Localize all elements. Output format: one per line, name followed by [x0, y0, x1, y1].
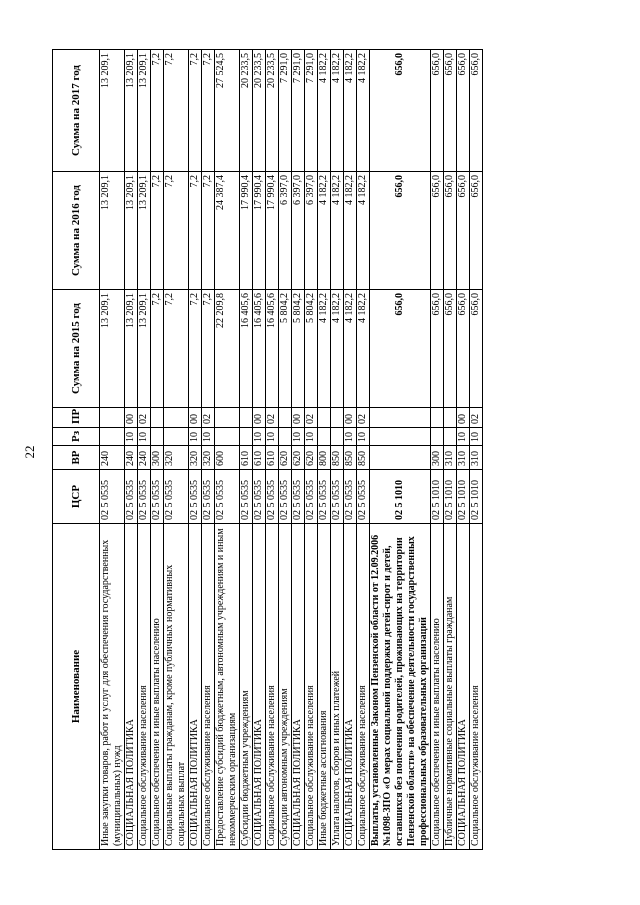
row-rz: 10: [125, 428, 138, 446]
row-rz: 10: [457, 428, 470, 446]
row-name: Социальное обслуживание населения: [470, 524, 483, 850]
row-pr: [151, 408, 164, 428]
row-sum-2015: 656,0: [470, 290, 483, 408]
row-name: Социальное обслуживание населения: [202, 524, 215, 850]
row-pr: [331, 408, 344, 428]
row-sum-2015: 5 804,2: [279, 290, 292, 408]
row-sum-2016: 656,0: [370, 172, 431, 290]
row-vr: 850: [357, 446, 370, 470]
row-sum-2016: 13 209,1: [125, 172, 138, 290]
row-sum-2017: 4 182,2: [357, 50, 370, 172]
row-vr: 240: [138, 446, 151, 470]
row-sum-2016: 17 990,4: [253, 172, 266, 290]
row-pr: 02: [138, 408, 151, 428]
row-sum-2016: 656,0: [431, 172, 444, 290]
row-pr: [444, 408, 457, 428]
row-sum-2015: 656,0: [431, 290, 444, 408]
row-vr: 320: [164, 446, 189, 470]
row-sum-2017: 20 233,5: [253, 50, 266, 172]
header-vr: ВР: [53, 446, 100, 470]
row-name: Субсидии автономным учреждениям: [279, 524, 292, 850]
row-pr: 00: [189, 408, 202, 428]
table-header-row: [53, 50, 100, 850]
row-vr: 800: [318, 446, 331, 470]
row-sum-2016: 24 387,4: [215, 172, 240, 290]
row-vr: 620: [305, 446, 318, 470]
row-sum-2016: 656,0: [444, 172, 457, 290]
row-vr: 850: [331, 446, 344, 470]
row-csr: 02 5 0535: [100, 470, 125, 524]
row-sum-2015: 656,0: [444, 290, 457, 408]
table-row: [100, 50, 125, 850]
row-sum-2015: 16 405,6: [266, 290, 279, 408]
row-pr: [215, 408, 240, 428]
row-sum-2015: 656,0: [457, 290, 470, 408]
row-csr: 02 5 1010: [470, 470, 483, 524]
table-row: [253, 50, 266, 850]
row-name: Социальные выплаты гражданам, кроме публичных нормативных социальных выплат: [164, 524, 189, 850]
row-rz: 10: [138, 428, 151, 446]
table-row: [318, 50, 331, 850]
row-sum-2017: 656,0: [470, 50, 483, 172]
table-body: [100, 50, 483, 850]
row-sum-2015: 22 209,8: [215, 290, 240, 408]
row-sum-2015: 13 209,1: [100, 290, 125, 408]
header-sum-2017: Сумма на 2017 год: [53, 50, 100, 172]
row-sum-2017: 7 291,0: [279, 50, 292, 172]
row-sum-2017: 27 524,5: [215, 50, 240, 172]
row-pr: [431, 408, 444, 428]
table-row: [266, 50, 279, 850]
row-sum-2016: 13 209,1: [138, 172, 151, 290]
row-name: СОЦИАЛЬНАЯ ПОЛИТИКА: [457, 524, 470, 850]
table-row: [292, 50, 305, 850]
row-rz: [444, 428, 457, 446]
row-vr: 620: [279, 446, 292, 470]
row-pr: 02: [202, 408, 215, 428]
row-csr: 02 5 0535: [266, 470, 279, 524]
row-csr: 02 5 1010: [457, 470, 470, 524]
row-sum-2015: 16 405,6: [253, 290, 266, 408]
row-rz: 10: [266, 428, 279, 446]
row-rz: 10: [253, 428, 266, 446]
row-name: Социальное обслуживание населения: [266, 524, 279, 850]
row-rz: 10: [202, 428, 215, 446]
row-sum-2016: 6 397,0: [305, 172, 318, 290]
row-pr: 02: [266, 408, 279, 428]
row-pr: 00: [457, 408, 470, 428]
row-sum-2015: 7,2: [189, 290, 202, 408]
row-sum-2016: 13 209,1: [100, 172, 125, 290]
row-name: СОЦИАЛЬНАЯ ПОЛИТИКА: [292, 524, 305, 850]
header-pr: ПР: [53, 408, 100, 428]
row-sum-2015: 7,2: [202, 290, 215, 408]
table-row: [125, 50, 138, 850]
row-pr: 00: [344, 408, 357, 428]
row-csr: 02 5 0535: [240, 470, 253, 524]
row-sum-2016: 656,0: [470, 172, 483, 290]
row-csr: 02 5 1010: [370, 470, 431, 524]
row-pr: [318, 408, 331, 428]
row-vr: [370, 446, 431, 470]
row-name: СОЦИАЛЬНАЯ ПОЛИТИКА: [125, 524, 138, 850]
row-sum-2016: 7,2: [189, 172, 202, 290]
row-sum-2017: 656,0: [431, 50, 444, 172]
row-sum-2017: 13 209,1: [100, 50, 125, 172]
row-rz: 10: [292, 428, 305, 446]
table-row: [370, 50, 431, 850]
row-sum-2017: 13 209,1: [125, 50, 138, 172]
row-pr: [240, 408, 253, 428]
row-rz: 10: [189, 428, 202, 446]
table-row: [457, 50, 470, 850]
row-name: Иные закупки товаров, работ и услуг для обеспечения государственных (муниципальных) нужд: [100, 524, 125, 850]
row-vr: 310: [457, 446, 470, 470]
row-csr: 02 5 0535: [125, 470, 138, 524]
budget-table: [52, 49, 483, 850]
row-rz: [431, 428, 444, 446]
row-vr: 320: [202, 446, 215, 470]
row-pr: 00: [125, 408, 138, 428]
row-name: Социальное обеспечение и иные выплаты населению: [431, 524, 444, 850]
page-number: 22: [22, 445, 37, 459]
row-csr: 02 5 0535: [279, 470, 292, 524]
row-name: Социальное обслуживание населения: [305, 524, 318, 850]
row-sum-2017: 7,2: [202, 50, 215, 172]
row-pr: [370, 408, 431, 428]
row-sum-2015: 13 209,1: [138, 290, 151, 408]
table-row: [189, 50, 202, 850]
row-sum-2016: 656,0: [457, 172, 470, 290]
row-rz: [370, 428, 431, 446]
row-sum-2017: 656,0: [457, 50, 470, 172]
table-row: [431, 50, 444, 850]
row-csr: 02 5 0535: [253, 470, 266, 524]
table-row: [202, 50, 215, 850]
row-vr: 610: [240, 446, 253, 470]
row-rz: [215, 428, 240, 446]
row-sum-2016: 6 397,0: [292, 172, 305, 290]
row-rz: 10: [305, 428, 318, 446]
row-sum-2016: 7,2: [164, 172, 189, 290]
row-vr: 240: [100, 446, 125, 470]
rotated-table-container: [52, 50, 592, 850]
row-sum-2015: 7,2: [151, 290, 164, 408]
row-sum-2015: 13 209,1: [125, 290, 138, 408]
row-sum-2015: 4 182,2: [331, 290, 344, 408]
row-sum-2016: 4 182,2: [357, 172, 370, 290]
row-csr: 02 5 0535: [189, 470, 202, 524]
row-vr: 300: [431, 446, 444, 470]
row-sum-2016: 7,2: [202, 172, 215, 290]
row-name: Предоставление субсидий бюджетным, автономным учреждениям и иным некоммерческим организациям: [215, 524, 240, 850]
row-name: Субсидии бюджетным учреждениям: [240, 524, 253, 850]
row-pr: [279, 408, 292, 428]
row-csr: 02 5 0535: [202, 470, 215, 524]
row-pr: 02: [357, 408, 370, 428]
row-vr: 310: [444, 446, 457, 470]
row-sum-2017: 4 182,2: [331, 50, 344, 172]
row-pr: 02: [305, 408, 318, 428]
row-vr: 610: [266, 446, 279, 470]
header-name: Наименование: [53, 524, 100, 850]
row-pr: 00: [292, 408, 305, 428]
row-name: СОЦИАЛЬНАЯ ПОЛИТИКА: [344, 524, 357, 850]
row-name: СОЦИАЛЬНАЯ ПОЛИТИКА: [189, 524, 202, 850]
table-row: [138, 50, 151, 850]
row-csr: 02 5 0535: [138, 470, 151, 524]
row-sum-2015: 5 804,2: [305, 290, 318, 408]
row-sum-2016: 17 990,4: [266, 172, 279, 290]
row-sum-2015: 7,2: [164, 290, 189, 408]
row-csr: 02 5 0535: [292, 470, 305, 524]
row-sum-2016: 6 397,0: [279, 172, 292, 290]
row-sum-2015: 4 182,2: [344, 290, 357, 408]
row-csr: 02 5 0535: [344, 470, 357, 524]
row-sum-2016: 17 990,4: [240, 172, 253, 290]
row-csr: 02 5 0535: [331, 470, 344, 524]
row-csr: 02 5 0535: [318, 470, 331, 524]
row-sum-2017: 7,2: [164, 50, 189, 172]
table-row: [305, 50, 318, 850]
row-name: Уплата налогов, сборов и иных платежей: [331, 524, 344, 850]
table-row: [279, 50, 292, 850]
row-pr: 02: [470, 408, 483, 428]
row-sum-2017: 7,2: [151, 50, 164, 172]
row-rz: [100, 428, 125, 446]
row-vr: 620: [292, 446, 305, 470]
row-sum-2017: 13 209,1: [138, 50, 151, 172]
row-rz: 10: [470, 428, 483, 446]
row-csr: 02 5 1010: [431, 470, 444, 524]
row-rz: [318, 428, 331, 446]
row-vr: 310: [470, 446, 483, 470]
row-sum-2015: 16 405,6: [240, 290, 253, 408]
row-rz: [151, 428, 164, 446]
row-rz: [331, 428, 344, 446]
row-sum-2016: 4 182,2: [318, 172, 331, 290]
row-vr: 240: [125, 446, 138, 470]
table-row: [331, 50, 344, 850]
row-sum-2017: 656,0: [444, 50, 457, 172]
table-row: [215, 50, 240, 850]
row-sum-2016: 7,2: [151, 172, 164, 290]
row-csr: 02 5 0535: [151, 470, 164, 524]
row-pr: 00: [253, 408, 266, 428]
row-sum-2017: 4 182,2: [318, 50, 331, 172]
row-name: Социальное обслуживание населения: [357, 524, 370, 850]
row-vr: 850: [344, 446, 357, 470]
row-sum-2017: 20 233,5: [266, 50, 279, 172]
row-sum-2017: 7 291,0: [305, 50, 318, 172]
row-name: СОЦИАЛЬНАЯ ПОЛИТИКА: [253, 524, 266, 850]
table-row: [151, 50, 164, 850]
row-rz: 10: [357, 428, 370, 446]
row-name: Публичные нормативные социальные выплаты гражданам: [444, 524, 457, 850]
row-rz: 10: [344, 428, 357, 446]
row-csr: 02 5 0535: [305, 470, 318, 524]
row-sum-2016: 4 182,2: [344, 172, 357, 290]
row-csr: 02 5 1010: [444, 470, 457, 524]
row-name: Социальное обеспечение и иные выплаты населению: [151, 524, 164, 850]
row-name: Выплаты, установленные Законом Пензенской области от 12.09.2006 №1098-ЗПО «О мерах социальной поддержки детей-сирот и детей, оставшихся без попечения родителей, проживающих на территории Пензенской области» на обеспечение деятельности государственных профессиональных образовательных организаций: [370, 524, 431, 850]
row-vr: 610: [253, 446, 266, 470]
row-sum-2017: 7,2: [189, 50, 202, 172]
header-csr: ЦСР: [53, 470, 100, 524]
row-rz: [164, 428, 189, 446]
table-row: [357, 50, 370, 850]
row-pr: [100, 408, 125, 428]
table-row: [240, 50, 253, 850]
row-csr: 02 5 0535: [164, 470, 189, 524]
header-sum-2016: Сумма на 2016 год: [53, 172, 100, 290]
table-row: [444, 50, 457, 850]
row-sum-2016: 4 182,2: [331, 172, 344, 290]
row-rz: [279, 428, 292, 446]
row-vr: 320: [189, 446, 202, 470]
row-name: Социальное обслуживание населения: [138, 524, 151, 850]
row-pr: [164, 408, 189, 428]
row-csr: 02 5 0535: [357, 470, 370, 524]
header-sum-2015: Сумма на 2015 год: [53, 290, 100, 408]
row-sum-2017: 4 182,2: [344, 50, 357, 172]
row-csr: 02 5 0535: [215, 470, 240, 524]
row-vr: 600: [215, 446, 240, 470]
row-name: Иные бюджетные ассигнования: [318, 524, 331, 850]
row-sum-2017: 7 291,0: [292, 50, 305, 172]
row-sum-2015: 4 182,2: [318, 290, 331, 408]
row-sum-2017: 20 233,5: [240, 50, 253, 172]
table-row: [164, 50, 189, 850]
table-row: [470, 50, 483, 850]
row-vr: 300: [151, 446, 164, 470]
header-rz: Рз: [53, 428, 100, 446]
table-row: [344, 50, 357, 850]
row-rz: [240, 428, 253, 446]
row-sum-2015: 656,0: [370, 290, 431, 408]
row-sum-2015: 4 182,2: [357, 290, 370, 408]
row-sum-2015: 5 804,2: [292, 290, 305, 408]
row-sum-2017: 656,0: [370, 50, 431, 172]
